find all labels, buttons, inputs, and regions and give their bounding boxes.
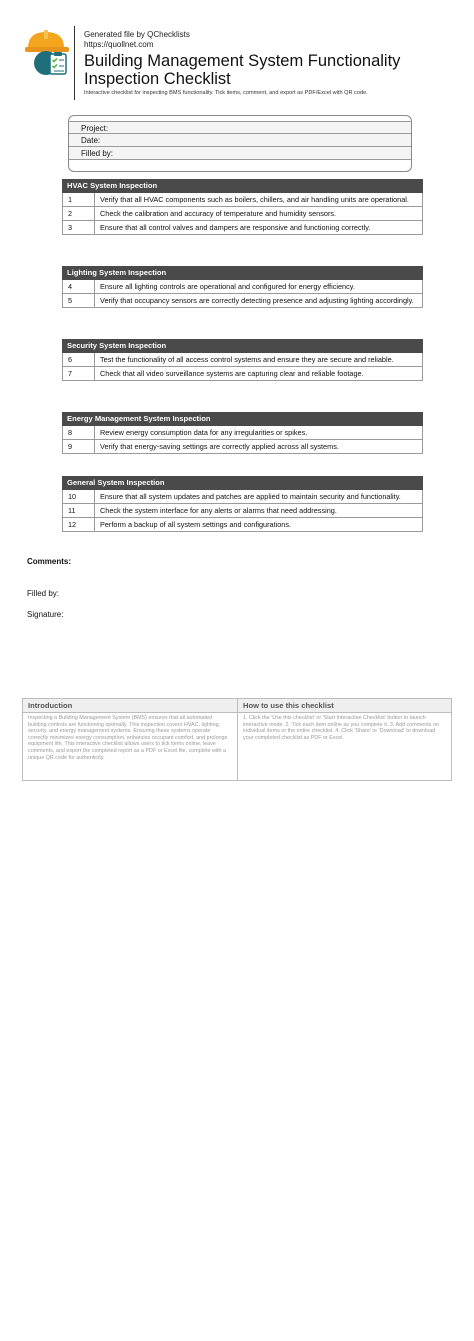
- checklist-item[interactable]: [62, 518, 423, 532]
- hardhat-checklist-logo-icon: [24, 28, 72, 80]
- comments-label: Comments:: [27, 557, 72, 566]
- section-title: General System Inspection: [62, 476, 423, 490]
- checklist-item[interactable]: [62, 426, 423, 440]
- item-number: 6: [63, 353, 95, 366]
- page-title: [84, 52, 454, 88]
- how-to-use-text: 1. Click the 'Use this checklist' or 'Start Interactive Checklist' button to launch interactive mode. 2. Tick each item online as you complete it. 3. Add comments on individual items or the entire checklist. 4. Click 'Share' or 'Download' to download your completed checklist as PDF or Excel.: [243, 715, 439, 741]
- checklist-item[interactable]: [62, 294, 423, 308]
- filled-by-field[interactable]: Filled by:: [69, 147, 411, 160]
- checklist-item[interactable]: [62, 193, 423, 207]
- title-line-1: Building Management System Functionality: [84, 52, 401, 70]
- checklist-item[interactable]: [62, 367, 423, 381]
- checklist-item[interactable]: [62, 207, 423, 221]
- section-security: [62, 339, 423, 381]
- item-number: 12: [63, 518, 95, 531]
- item-text: Verify that all HVAC components such as boilers, chillers, and air handling units are operational.: [100, 195, 409, 204]
- item-number: 8: [63, 426, 95, 439]
- generator-note: [84, 30, 190, 50]
- project-info-box: [68, 115, 412, 172]
- item-number: 1: [63, 193, 95, 206]
- project-field[interactable]: Project:: [69, 121, 411, 134]
- item-text: Verify that energy-saving settings are correctly applied across all systems.: [100, 442, 339, 451]
- item-text: Review energy consumption data for any irregularities or spikes.: [100, 428, 308, 437]
- item-number: 11: [63, 504, 95, 517]
- section-title: HVAC System Inspection: [62, 179, 423, 193]
- item-text: Perform a backup of all system settings and configurations.: [100, 520, 292, 529]
- item-text: Check that all video surveillance systems are capturing clear and reliable footage.: [100, 369, 364, 378]
- item-text: Ensure that all control valves and dampers are responsive and functioning correctly.: [100, 223, 371, 232]
- item-text: Check the system interface for any alerts or alarms that need addressing.: [100, 506, 337, 515]
- section-hvac: [62, 179, 423, 235]
- signature-label: Signature:: [27, 610, 64, 619]
- checklist-item[interactable]: [62, 221, 423, 235]
- checklist-item[interactable]: [62, 504, 423, 518]
- section-lighting: [62, 266, 423, 308]
- item-number: 10: [63, 490, 95, 503]
- section-title: Security System Inspection: [62, 339, 423, 353]
- introduction-text: Inspecting a Building Management System (BMS) ensures that all automated building controls are functioning optimally. This inspection covers HVAC, lighting, security, and energy management systems. Ensuring these systems operate correctly minimizes energy consumption, enhances occupant comfort, and prolongs equipment life. This interactive checklist allows users to tick items online, leave comments, and export the completed report as a PDF or Excel file, complete with a unique QR code for authenticity.: [28, 715, 228, 761]
- checklist-item[interactable]: [62, 280, 423, 294]
- section-general: [62, 476, 423, 532]
- checklist-item[interactable]: [62, 353, 423, 367]
- document-header: [24, 26, 450, 102]
- item-number: 9: [63, 440, 95, 453]
- generated-by-text: Generated file by QChecklists: [84, 30, 190, 39]
- item-text: Check the calibration and accuracy of temperature and humidity sensors.: [100, 209, 337, 218]
- date-field[interactable]: Date:: [69, 134, 411, 147]
- introduction-column: [23, 699, 238, 780]
- header-divider: [74, 26, 75, 100]
- section-title: Energy Management System Inspection: [62, 412, 423, 426]
- section-title: Lighting System Inspection: [62, 266, 423, 280]
- item-text: Ensure that all system updates and patches are applied to maintain security and functionality.: [100, 492, 401, 501]
- item-number: 2: [63, 207, 95, 220]
- item-number: 3: [63, 221, 95, 234]
- title-line-2: Inspection Checklist: [84, 70, 231, 88]
- checklist-item[interactable]: [62, 490, 423, 504]
- how-to-use-column: [238, 699, 451, 780]
- footer-info-table: [22, 698, 452, 781]
- item-number: 7: [63, 367, 95, 380]
- introduction-title: Introduction: [23, 699, 237, 713]
- checklist-item[interactable]: [62, 440, 423, 454]
- filled-by-label: Filled by:: [27, 589, 60, 598]
- item-text: Verify that occupancy sensors are correctly detecting presence and adjusting lighting accordingly.: [100, 296, 414, 305]
- how-to-use-title: How to use this checklist: [238, 699, 451, 713]
- site-link[interactable]: https://quollnet.com: [84, 40, 154, 49]
- item-number: 4: [63, 280, 95, 293]
- page-subtitle: Interactive checklist for inspecting BMS functionality. Tick items, comment, and export as PDF/Excel with QR code.: [84, 90, 368, 96]
- item-text: Test the functionality of all access control systems and ensure they are secure and reliable.: [100, 355, 394, 364]
- item-number: 5: [63, 294, 95, 307]
- section-energy-management: [62, 412, 423, 454]
- item-text: Ensure all lighting controls are operational and configured for energy efficiency.: [100, 282, 355, 291]
